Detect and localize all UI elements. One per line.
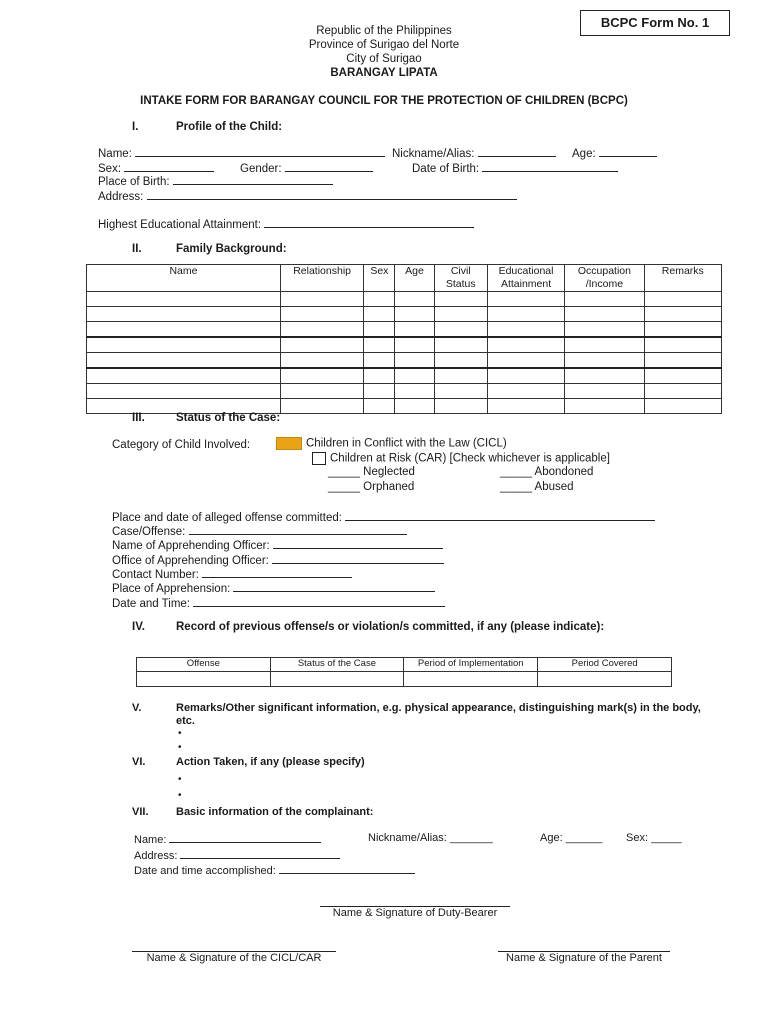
offense-place-date-label: Place and date of alleged offense committed: [112,512,342,524]
col-occupation: Occupation /Income [565,265,644,292]
car-option[interactable] [312,452,610,465]
child-address-label: Address: [98,191,144,203]
parent-signature[interactable]: Name & Signature of the Parent [498,951,670,964]
header-country: Republic of the Philippines [316,25,452,37]
cicl-label: Children in Conflict with the Law (CICL) [306,437,507,450]
child-nickname-field[interactable] [392,146,556,160]
section-3-number: III. [132,412,145,424]
complainant-sex-field[interactable]: Sex: _____ [626,832,682,844]
date-accomplished-label: Date and time accomplished: [134,865,276,877]
section-3-title: Status of the Case: [176,412,281,424]
place-apprehension-field[interactable] [112,581,435,595]
contact-number-field[interactable] [112,567,352,581]
col-sex: Sex [364,265,395,292]
child-education-label: Highest Educational Attainment: [98,219,262,231]
child-dob-label: Date of Birth: [412,163,480,175]
abondoned-option[interactable]: _____ Abondoned [500,466,594,478]
complainant-address-field[interactable] [134,848,340,862]
abused-option[interactable]: _____ Abused [500,481,574,493]
bullet-point: • [178,790,182,801]
section-5-title: Remarks/Other significant information, e.g. physical appearance, distinguishing mark(s) in the body, etc. [176,702,701,727]
offense-place-date-field[interactable] [112,510,655,524]
table-row[interactable] [137,672,672,687]
place-apprehension-label: Place of Apprehension: [112,583,231,595]
child-name-label: Name: [98,148,132,160]
cicl-option[interactable] [276,437,507,450]
col-age: Age [395,265,434,292]
section-1-number: I. [132,121,139,133]
section-4-number: IV. [132,621,146,633]
complainant-nickname-field[interactable]: Nickname/Alias: _______ [368,832,493,844]
bullet-point: • [178,774,182,785]
car-checkbox[interactable] [312,452,326,465]
col-offense: Offense [137,658,271,672]
child-age-field[interactable] [572,146,657,160]
child-dob-field[interactable] [412,161,618,175]
officer-office-label: Office of Apprehending Officer: [112,555,269,567]
header-province: Province of Surigao del Norte [308,39,460,51]
child-nickname-label: Nickname/Alias: [392,148,475,160]
section-6-title: Action Taken, if any (please specify) [176,756,365,768]
col-educational-attainment: Educational Attainment [487,265,564,292]
child-pob-field[interactable] [98,174,333,188]
table-row[interactable] [87,353,722,369]
car-label: Children at Risk (CAR) [Check whichever is applicable] [330,452,610,465]
section-5-number: V. [132,702,142,714]
child-gender-label: Gender: [240,163,282,175]
date-time-label: Date and Time: [112,598,190,610]
officer-name-label: Name of Apprehending Officer: [112,540,270,552]
table-header-row [87,265,722,292]
form-title: INTAKE FORM FOR BARANGAY COUNCIL FOR THE PROTECTION OF CHILDREN (BCPC) [140,95,628,107]
form-number-box: BCPC Form No. 1 [580,10,730,36]
col-relationship: Relationship [280,265,363,292]
child-name-field[interactable] [98,146,385,160]
section-1-title: Profile of the Child: [176,121,283,133]
officer-office-field[interactable] [112,553,444,567]
orphaned-option[interactable]: _____ Orphaned [328,481,415,493]
complainant-name-label: Name: [134,834,167,846]
complainant-address-label: Address: [134,850,178,862]
table-row[interactable] [87,292,722,307]
table-row[interactable] [87,307,722,322]
child-sex-label: Sex: [98,163,122,175]
table-row[interactable] [87,337,722,353]
section-7-title: Basic information of the complainant: [176,806,374,818]
section-2-title: Family Background: [176,243,287,255]
col-civil-status: Civil Status [434,265,487,292]
col-period-implementation: Period of Implementation [404,658,538,672]
category-label: Category of Child Involved: [112,439,251,451]
table-row[interactable] [87,384,722,399]
table-row[interactable] [87,322,722,338]
bullet-point: • [178,728,182,739]
previous-offenses-table [136,657,672,687]
case-offense-field[interactable] [112,524,407,538]
col-remarks: Remarks [644,265,721,292]
child-education-field[interactable] [98,217,474,231]
col-status-of-case: Status of the Case [270,658,404,672]
contact-number-label: Contact Number: [112,569,199,581]
section-4-title: Record of previous offense/s or violation/s committed, if any (please indicate): [176,621,605,633]
case-offense-label: Case/Offense: [112,526,186,538]
col-name: Name [87,265,281,292]
table-row[interactable] [87,368,722,384]
bullet-point: • [178,742,182,753]
section-7-number: VII. [132,806,149,818]
date-time-field[interactable] [112,596,445,610]
child-pob-label: Place of Birth: [98,176,170,188]
neglected-option[interactable]: _____ Neglected [328,466,415,478]
child-gender-field[interactable] [240,161,373,175]
family-background-table [86,264,722,414]
section-2-number: II. [132,243,142,255]
complainant-name-field[interactable] [134,832,321,846]
child-sex-field[interactable] [98,161,214,175]
col-period-covered: Period Covered [538,658,672,672]
complainant-age-field[interactable]: Age: ______ [540,832,603,844]
section-6-number: VI. [132,756,146,768]
header-city: City of Surigao [346,53,422,65]
child-age-label: Age: [572,148,596,160]
cicl-checkbox[interactable] [276,437,302,450]
cicl-car-signature[interactable]: Name & Signature of the CICL/CAR [132,951,336,964]
child-address-field[interactable] [98,189,517,203]
header-barangay: BARANGAY LIPATA [330,67,438,79]
table-header-row [137,658,672,672]
date-accomplished-field[interactable] [134,863,415,877]
officer-name-field[interactable] [112,538,443,552]
duty-bearer-signature[interactable]: Name & Signature of Duty-Bearer [320,906,510,919]
